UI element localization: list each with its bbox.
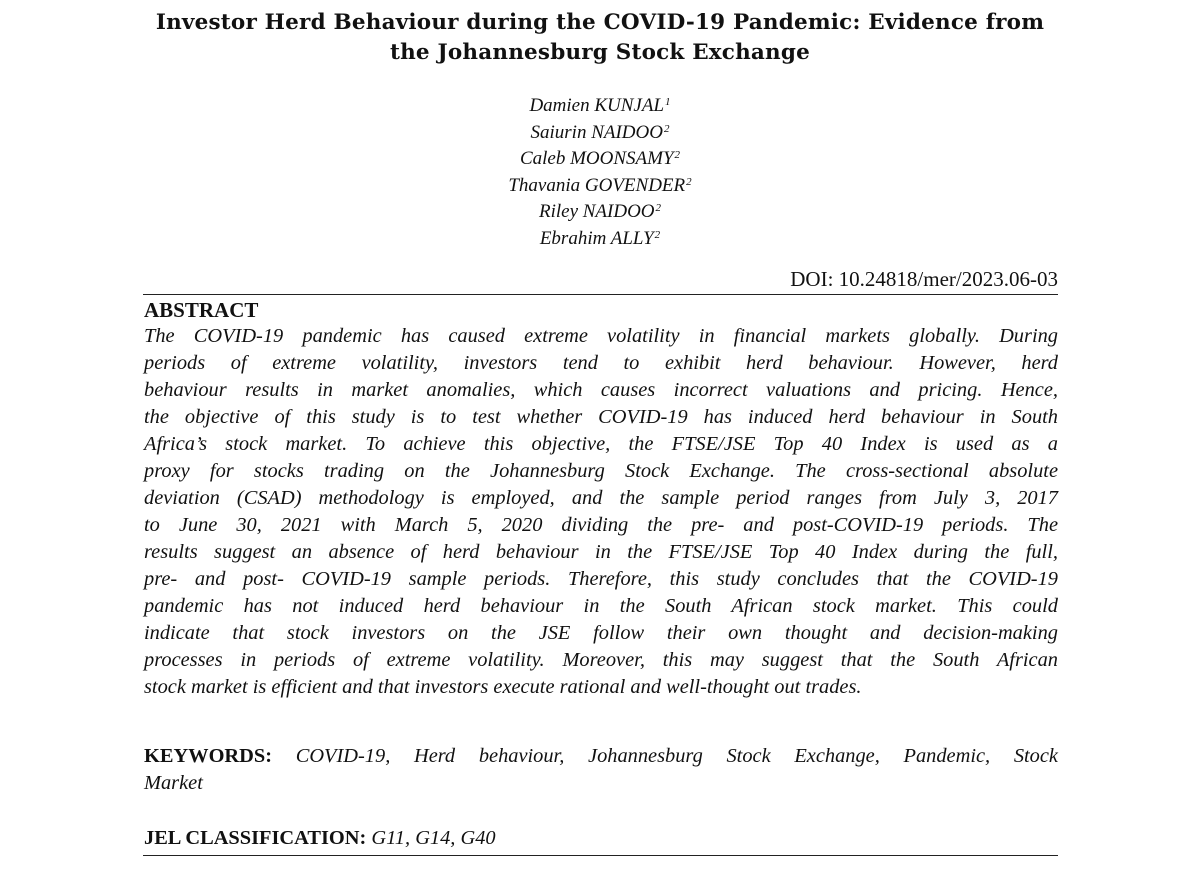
- keywords-section: [144, 743, 1058, 797]
- top-divider: [143, 294, 1058, 295]
- abstract-line: processes in periods of extreme volatility. Moreover, this may suggest that the South African: [144, 649, 1058, 671]
- abstract-line: to June 30, 2021 with March 5, 2020 dividing the pre- and post-COVID-19 periods. The: [144, 514, 1058, 536]
- paper-title-line-1: Investor Herd Behaviour during the COVID-19 Pandemic: Evidence from: [155, 10, 1045, 35]
- author-affiliation-mark: 2: [674, 149, 681, 162]
- author-affiliation-mark: 2: [686, 175, 692, 188]
- author-name: Riley NAIDOO: [538, 201, 655, 223]
- abstract-line: Africa’s stock market. To achieve this objective, the FTSE/JSE Top 40 Index is used as a: [144, 433, 1058, 455]
- jel-classification: [144, 825, 496, 852]
- abstract-line: deviation (CSAD) methodology is employed, and the sample period ranges from July 3, 2017: [144, 487, 1058, 509]
- paper-title-line-2: the Johannesburg Stock Exchange: [389, 40, 811, 65]
- abstract-line: stock market is efficient and that investors execute rational and well-thought out trades.: [144, 676, 862, 698]
- keywords-text-continued: Market: [144, 772, 203, 794]
- abstract-heading: ABSTRACT: [144, 298, 259, 322]
- keywords-label: KEYWORDS:: [144, 745, 273, 767]
- keywords-text: COVID-19, Herd behaviour, Johannesburg Stock Exchange, Pandemic, Stock: [295, 745, 1058, 767]
- author-list: [300, 94, 900, 254]
- abstract-line: The COVID-19 pandemic has caused extreme volatility in financial markets globally. During: [144, 325, 1058, 347]
- abstract-line: behaviour results in market anomalies, which causes incorrect valuations and pricing. Hence,: [144, 379, 1058, 401]
- author-affiliation-mark: 1: [665, 96, 671, 108]
- author-name: Damien KUNJAL: [529, 95, 665, 116]
- author-name: Thavania GOVENDER: [508, 174, 686, 196]
- paper-title: [100, 8, 1100, 68]
- jel-codes: G11, G14, G40: [371, 827, 496, 849]
- abstract-line: pandemic has not induced herd behaviour in the South African stock market. This could: [144, 595, 1058, 617]
- author: [300, 94, 900, 121]
- author-name: Saiurin NAIDOO: [530, 121, 663, 143]
- abstract-line: the objective of this study is to test whether COVID-19 has induced herd behaviour in South: [144, 406, 1058, 428]
- abstract-line: proxy for stocks trading on the Johannesburg Stock Exchange. The cross-sectional absolute: [144, 460, 1058, 482]
- author-affiliation-mark: 2: [655, 202, 662, 215]
- author: [300, 147, 900, 174]
- author-name: Caleb MOONSAMY: [519, 148, 674, 170]
- abstract-line: pre- and post- COVID-19 sample periods. Therefore, this study concludes that the COVID-19: [144, 568, 1058, 590]
- author-name: Ebrahim ALLY: [539, 227, 654, 249]
- abstract-body: [144, 323, 1058, 701]
- author-affiliation-mark: 2: [654, 228, 661, 241]
- author: [300, 174, 900, 201]
- abstract-line: results suggest an absence of herd behaviour in the FTSE/JSE Top 40 Index during the full,: [144, 541, 1058, 563]
- jel-label: JEL CLASSIFICATION:: [144, 827, 367, 849]
- author: [300, 121, 900, 148]
- author: [300, 227, 900, 254]
- bottom-divider: [143, 855, 1058, 856]
- author-affiliation-mark: 2: [663, 122, 670, 135]
- doi-link[interactable]: DOI: 10.24818/mer/2023.06-03: [790, 267, 1058, 291]
- abstract-line: periods of extreme volatility, investors tend to exhibit herd behaviour. However, herd: [144, 352, 1058, 374]
- abstract-line: indicate that stock investors on the JSE follow their own thought and decision-making: [144, 622, 1058, 644]
- keywords-line: [144, 743, 1058, 770]
- author: [300, 200, 900, 227]
